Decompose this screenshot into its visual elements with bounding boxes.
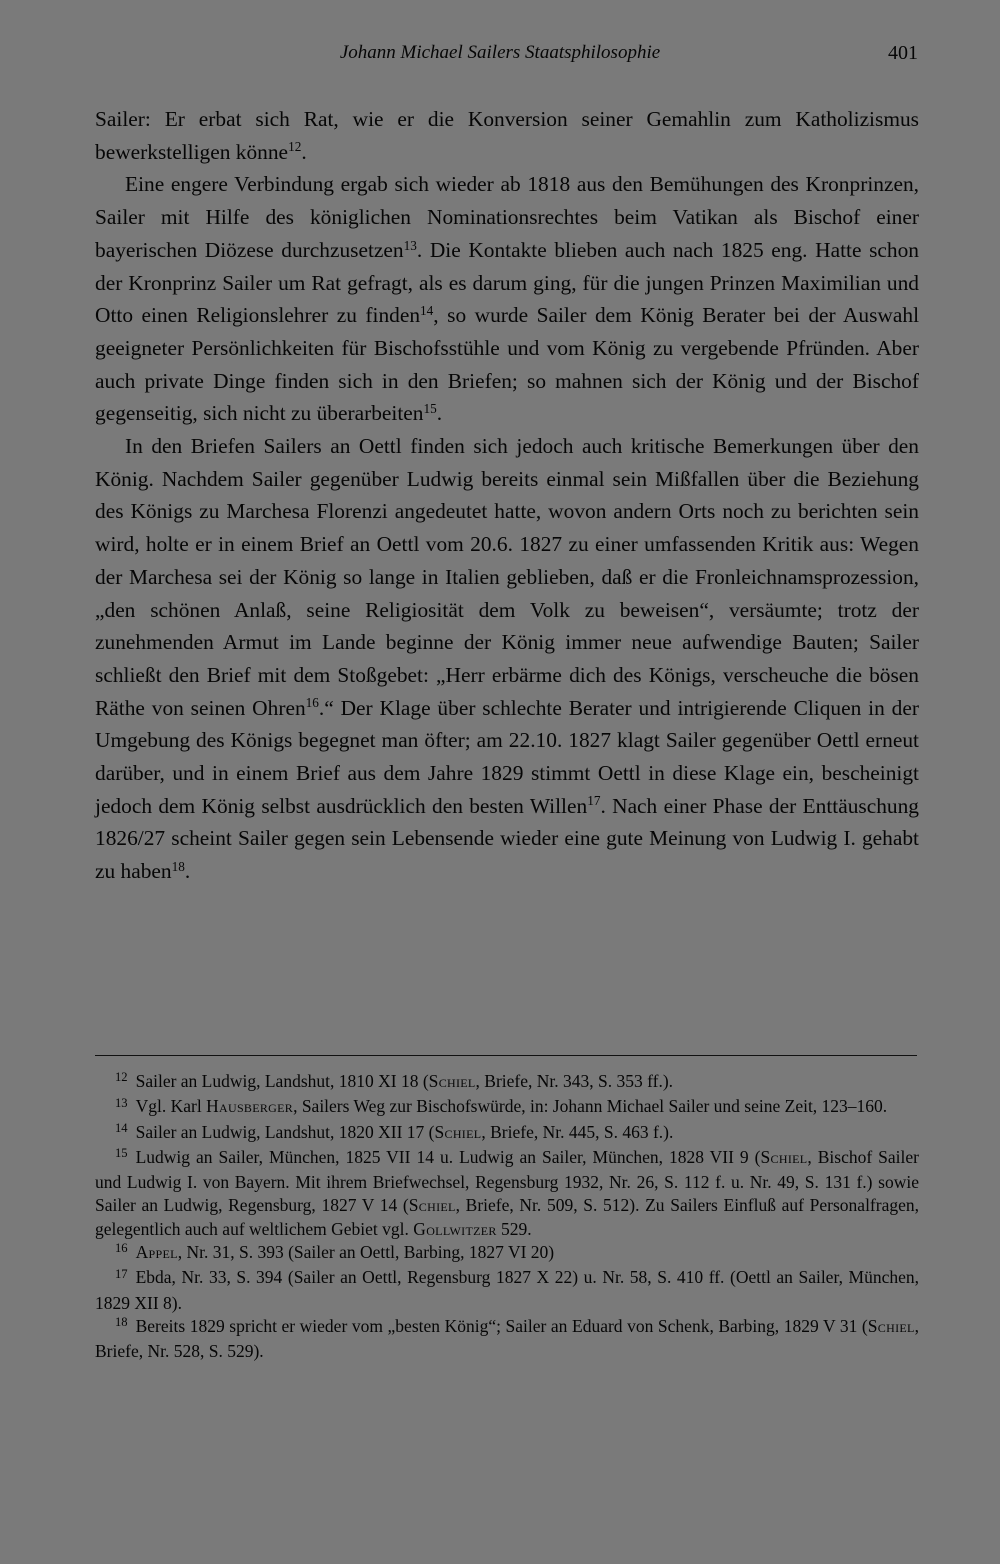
footnote-reference: 14 bbox=[420, 302, 434, 318]
text-run: , so wurde Sailer dem König Berater bei der Auswahl geeigneter Persönlichkeiten für Bischofsstühle und vom König zu vergebende Pfründen. Aber auch private Dinge finden sich in den Briefen; so mahnen sich der König und der Bischof gegenseitig, sich nicht zu überarbeiten bbox=[95, 303, 920, 426]
author-name: Schiel bbox=[428, 1071, 476, 1091]
text-run: . bbox=[184, 859, 191, 884]
footnote-reference: 18 bbox=[171, 858, 185, 874]
footnote-number: 14 bbox=[115, 1120, 128, 1135]
body-text bbox=[95, 103, 919, 888]
body-paragraph bbox=[95, 430, 919, 888]
text-run: . bbox=[436, 401, 443, 426]
author-name: Hausberger bbox=[206, 1096, 294, 1117]
footnote-number: 13 bbox=[115, 1095, 128, 1110]
text-run: , Briefe, Nr. 528, S. 529). bbox=[95, 1315, 919, 1362]
author-name: Schiel bbox=[760, 1146, 808, 1167]
footnote-number: 15 bbox=[115, 1146, 128, 1161]
footnote-reference: 12 bbox=[288, 139, 302, 155]
text-run: , Briefe, Nr. 343, S. 353 ff.). bbox=[475, 1071, 674, 1091]
text-run: Sailer: Er erbat sich Rat, wie er die Konversion seiner Gemahlin zum Katholizismus bewerkstelligen könne bbox=[95, 107, 919, 164]
footnote bbox=[95, 1241, 919, 1266]
footnote bbox=[95, 1146, 919, 1241]
footnote-number: 12 bbox=[115, 1070, 128, 1085]
text-run: Sailer an Ludwig, Landshut, 1810 XI 18 ( bbox=[135, 1071, 429, 1091]
author-name: Appel bbox=[135, 1242, 178, 1263]
text-run: Sailer an Ludwig, Landshut, 1820 XII 17 ( bbox=[135, 1121, 435, 1142]
footnotes bbox=[95, 1070, 919, 1364]
text-run: Ludwig an Sailer, München, 1825 VII 14 u. Ludwig an Sailer, München, 1828 VII 9 ( bbox=[135, 1146, 761, 1167]
footnote-number: 17 bbox=[115, 1266, 128, 1281]
author-name: Schiel bbox=[408, 1195, 456, 1216]
text-run: Eine engere Verbindung ergab sich wieder ab 1818 aus den Bemühungen des Kronprinzen, Sailer mit Hilfe des königlichen Nominationsrechtes beim Vatikan als Bischof einer bayerischen Diözese durchzusetzen bbox=[95, 172, 919, 262]
text-run: , Briefe, Nr. 509, S. 512). Zu Sailers Einfluß auf Personalfragen, gelegentlich auch auf weltlichem Gebiet vgl. bbox=[95, 1195, 919, 1239]
footnote bbox=[95, 1315, 919, 1364]
footnote-separator bbox=[95, 1055, 917, 1056]
footnote bbox=[95, 1070, 919, 1095]
text-run: , Nr. 31, S. 393 (Sailer an Oettl, Barbing, 1827 VI 20) bbox=[177, 1242, 555, 1263]
footnote bbox=[95, 1121, 919, 1146]
footnote-number: 16 bbox=[115, 1241, 128, 1256]
footnote bbox=[95, 1095, 919, 1120]
running-title: Johann Michael Sailers Staatsphilosophie bbox=[339, 42, 661, 63]
text-run: Bereits 1829 spricht er wieder vom „besten König“; Sailer an Eduard von Schenk, Barbing, 1829 V 31 ( bbox=[135, 1315, 868, 1336]
body-paragraph bbox=[95, 103, 919, 168]
footnote bbox=[95, 1266, 919, 1315]
author-name: Schiel bbox=[434, 1121, 482, 1142]
text-run: . Nach einer Phase der Enttäuschung 1826/27 scheint Sailer gegen sein Lebensende wieder eine gute Meinung von Ludwig I. gehabt zu haben bbox=[95, 793, 919, 884]
text-run: , Bischof Sailer und Ludwig I. von Bayern. Mit ihrem Briefwechsel, Regensburg 1932, Nr. 26, S. 112 f. u. Nr. 49, S. 131 f.) sowie Sailer an Ludwig, Regensburg, 1827 V 14 ( bbox=[95, 1146, 919, 1216]
text-run: .“ Der Klage über schlechte Berater und intrigierende Cliquen in der Umgebung des Königs begegnet man öfter; am 22.10. 1827 klagt Sailer gegenüber Oettl erneut darüber, und in einem Brief aus dem Jahre 1829 stimmt Oettl in diese Klage ein, bescheinigt jedoch dem König selbst ausdrücklich den besten Willen bbox=[95, 695, 919, 818]
footnote-reference: 17 bbox=[587, 793, 601, 809]
footnote-number: 18 bbox=[115, 1315, 128, 1330]
footnote-reference: 16 bbox=[305, 695, 319, 711]
text-run: . bbox=[301, 139, 307, 164]
author-name: Gollwitzer bbox=[413, 1218, 497, 1239]
author-name: Schiel bbox=[867, 1315, 915, 1336]
footnote-reference: 15 bbox=[423, 401, 437, 417]
text-run: , Briefe, Nr. 445, S. 463 f.). bbox=[481, 1121, 674, 1142]
page-number: 401 bbox=[888, 42, 918, 64]
footnote-reference: 13 bbox=[403, 237, 417, 253]
text-run: . Die Kontakte blieben auch nach 1825 eng. Hatte schon der Kronprinz Sailer um Rat gefragt, als es darum ging, für die jungen Prinzen Maximilian und Otto einen Religionslehrer zu finden bbox=[95, 237, 919, 328]
text-run: Ebda, Nr. 33, S. 394 (Sailer an Oettl, Regensburg 1827 X 22) u. Nr. 58, S. 410 ff. (Oettl an Sailer, München, 1829 XII 8). bbox=[95, 1267, 919, 1313]
text-run: In den Briefen Sailers an Oettl finden sich jedoch auch kritische Bemerkungen über den König. Nachdem Sailer gegenüber Ludwig bereits einmal sein Mißfallen über die Beziehung des Königs zu Marchesa Florenzi angedeutet hatte, wovon andern Orts noch zu berichten sein wird, holte er in einem Brief an Oettl vom 20.6. 1827 zu einer umfassenden Kritik aus: Wegen der Marchesa sei der König so lange in Italien geblieben, daß er die Fronleichnamsprozession, „den schönen Anlaß, seine Religiosität dem Volk zu beweisen“, versäumte; trotz der zunehmenden Armut im Lande beginne der König immer neue aufwendige Bauten; Sailer schließt den Brief mit dem Stoßgebet: „Herr erbärme dich des Königs, verscheuche die bösen Räthe von seinen Ohren bbox=[95, 434, 919, 720]
text-run: 529. bbox=[496, 1218, 532, 1239]
running-header bbox=[0, 38, 1000, 68]
text-run: Vgl. Karl bbox=[135, 1096, 207, 1117]
body-paragraph bbox=[95, 168, 919, 430]
text-run: , Sailers Weg zur Bischofswürde, in: Johann Michael Sailer und seine Zeit, 123–160. bbox=[293, 1096, 888, 1117]
